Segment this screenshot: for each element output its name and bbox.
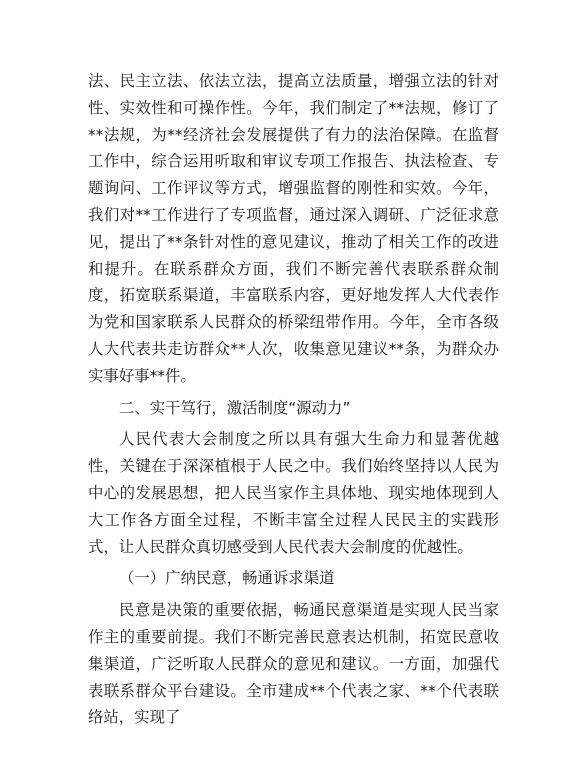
body-paragraph: 民意是决策的重要依据，畅通民意渠道是实现人民当家作主的重要前提。我们不断完善民意表达机制，拓宽民意收集渠道，广泛听取人民群众的意见和建议。一方面，加强代表联系群众平台建设。全市建成**个代表之家、**个代表联络站，实现了 (88, 601, 499, 727)
section-heading: 二、实干笃行，激活制度“源动力” (119, 398, 351, 417)
subsection-heading: （一）广纳民意，畅通诉求渠道 (119, 569, 335, 588)
body-paragraph: 法、民主立法、依法立法，提高立法质量，增强立法的针对性、实效性和可操作性。今年，我们制定了**法规，修订了**法规，为**经济社会发展提供了有力的法治保障。在监督工作中，综合运用听取和审议专项工作报告、执法检查、专题询问、工作评议等方式，增强监督的刚性和实效。今年，我们对**工作进行了专项监督，通过深入调研、广泛征求意见，提出了**条针对性的意见建议，推动了相关工作的改进和提升。在联系群众方面，我们不断完善代表联系群众制度，拓宽联系渠道，丰富联系内容，更好地发挥人大代表作为党和国家联系人民群众的桥梁纽带作用。今年，全市各级人大代表共走访群众**人次，收集意见建议**条，为群众办实事好事**件。 (88, 72, 499, 385)
document-body (88, 68, 499, 731)
body-paragraph: 人民代表大会制度之所以具有强大生命力和显著优越性，关键在于深深植根于人民之中。我们始终坚持以人民为中心的发展思想，把人民当家作主具体地、现实地体现到人大工作各方面全过程，不断丰富全过程人民民主的实践形式，让人民群众真切感受到人民代表大会制度的优越性。 (88, 430, 499, 556)
